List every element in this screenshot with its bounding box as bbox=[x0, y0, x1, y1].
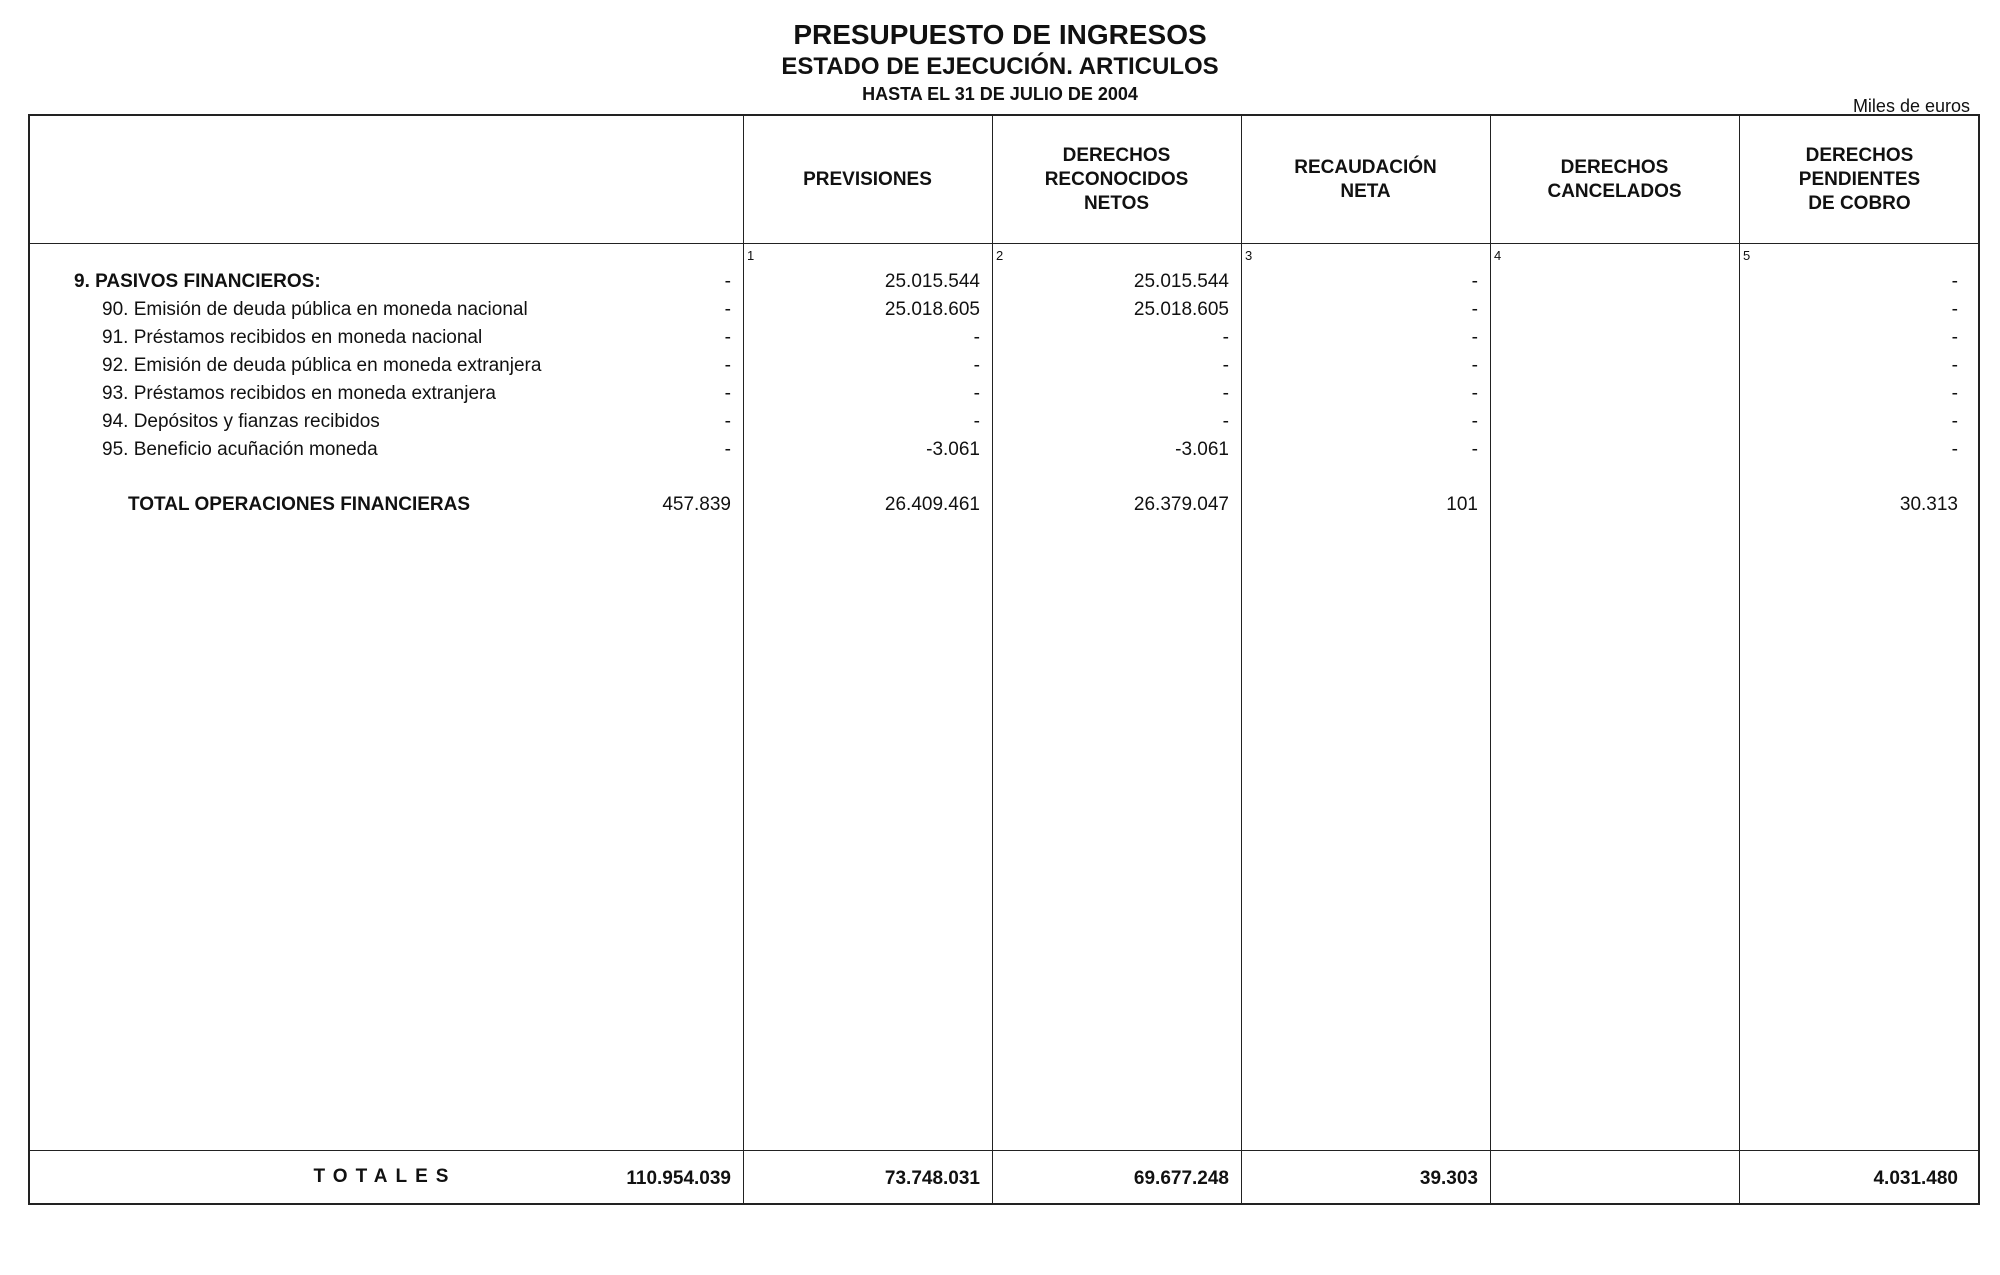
cell-pendientes: - bbox=[1951, 271, 1958, 292]
table-row bbox=[30, 327, 1978, 355]
table-row bbox=[30, 383, 1978, 411]
cell-pendientes: - bbox=[1951, 383, 1958, 404]
cell-previsiones: - bbox=[724, 299, 731, 320]
column-number: 2 bbox=[996, 248, 1004, 263]
cell-recaudacion: 25.015.544 bbox=[1133, 271, 1229, 292]
cell-cancelados: - bbox=[1471, 439, 1478, 460]
cell-previsiones: - bbox=[724, 411, 731, 432]
row-label: 93. Préstamos recibidos en moneda extranjera bbox=[102, 383, 496, 404]
cell-previsiones: 457.839 bbox=[662, 494, 731, 515]
column-number: 5 bbox=[1743, 248, 1751, 263]
cell-reconocidos: -3.061 bbox=[926, 439, 980, 460]
row-label: 94. Depósitos y fianzas recibidos bbox=[102, 411, 380, 432]
row-label: TOTAL OPERACIONES FINANCIERAS bbox=[128, 494, 471, 515]
cell-cancelados: - bbox=[1471, 355, 1478, 376]
cell-reconocidos: 26.409.461 bbox=[884, 494, 980, 515]
cell-recaudacion: -3.061 bbox=[1175, 439, 1229, 460]
cell-pendientes: - bbox=[1951, 327, 1958, 348]
row-label: 91. Préstamos recibidos en moneda nacional bbox=[102, 327, 483, 348]
column-header-previsiones: PREVISIONES bbox=[803, 169, 932, 190]
cell-pendientes: - bbox=[1951, 411, 1958, 432]
table-row bbox=[30, 271, 1978, 299]
cell-recaudacion: - bbox=[1222, 411, 1229, 432]
cell-previsiones: - bbox=[724, 327, 731, 348]
budget-table bbox=[28, 114, 1980, 1205]
table-row bbox=[30, 299, 1978, 327]
cell-cancelados: - bbox=[1471, 327, 1478, 348]
column-number: 4 bbox=[1494, 248, 1502, 263]
cell-previsiones: - bbox=[724, 383, 731, 404]
table-row bbox=[30, 411, 1978, 439]
row-label: 92. Emisión de deuda pública en moneda extranjera bbox=[102, 355, 542, 376]
total-recaudacion: 69.677.248 bbox=[1133, 1168, 1229, 1189]
cell-cancelados: - bbox=[1471, 271, 1478, 292]
column-header-cancelados: DERECHOS CANCELADOS bbox=[1547, 157, 1682, 202]
total-cancelados: 39.303 bbox=[1419, 1168, 1478, 1189]
cell-reconocidos: - bbox=[973, 411, 980, 432]
column-number: 1 bbox=[747, 248, 755, 263]
cell-reconocidos: - bbox=[973, 355, 980, 376]
table-row-total bbox=[30, 494, 1978, 522]
column-number: 3 bbox=[1245, 248, 1253, 263]
cell-previsiones: - bbox=[724, 271, 731, 292]
cell-recaudacion: 26.379.047 bbox=[1133, 494, 1229, 515]
report-subtitle: ESTADO DE EJECUCIÓN. ARTICULOS bbox=[781, 53, 1219, 80]
total-previsiones: 110.954.039 bbox=[626, 1168, 731, 1189]
cell-recaudacion: - bbox=[1222, 327, 1229, 348]
cell-reconocidos: 25.015.544 bbox=[884, 271, 980, 292]
cell-pendientes: 30.313 bbox=[1899, 494, 1958, 515]
cell-recaudacion: - bbox=[1222, 383, 1229, 404]
cell-recaudacion: 25.018.605 bbox=[1133, 299, 1229, 320]
total-pendientes: 4.031.480 bbox=[1873, 1168, 1958, 1189]
cell-reconocidos: 25.018.605 bbox=[884, 299, 980, 320]
cell-reconocidos: - bbox=[973, 327, 980, 348]
totals-divider bbox=[30, 1150, 1978, 1151]
cell-pendientes: - bbox=[1951, 299, 1958, 320]
column-header-pendientes: DERECHOS PENDIENTES DE COBRO bbox=[1798, 145, 1921, 214]
row-label: 9. PASIVOS FINANCIEROS: bbox=[74, 271, 321, 292]
cell-recaudacion: - bbox=[1222, 355, 1229, 376]
row-label: 95. Beneficio acuñación moneda bbox=[102, 439, 378, 460]
cell-pendientes: - bbox=[1951, 439, 1958, 460]
report-title: PRESUPUESTO DE INGRESOS bbox=[793, 19, 1207, 50]
cell-pendientes: - bbox=[1951, 355, 1958, 376]
cell-reconocidos: - bbox=[973, 383, 980, 404]
cell-cancelados: 101 bbox=[1446, 494, 1478, 515]
cell-cancelados: - bbox=[1471, 411, 1478, 432]
cell-previsiones: - bbox=[724, 439, 731, 460]
report-period: HASTA EL 31 DE JULIO DE 2004 bbox=[862, 84, 1138, 104]
column-header-recaudacion: RECAUDACIÓN NETA bbox=[1294, 157, 1437, 202]
cell-previsiones: - bbox=[724, 355, 731, 376]
table-row bbox=[30, 439, 1978, 467]
column-header-derechos-reconocidos: DERECHOS RECONOCIDOS NETOS bbox=[1044, 145, 1189, 214]
cell-cancelados: - bbox=[1471, 383, 1478, 404]
total-reconocidos: 73.748.031 bbox=[884, 1168, 980, 1189]
table-row bbox=[30, 355, 1978, 383]
totals-label: TOTALES bbox=[313, 1166, 457, 1187]
cell-cancelados: - bbox=[1471, 299, 1478, 320]
report-header bbox=[0, 18, 2000, 106]
row-label: 90. Emisión de deuda pública en moneda nacional bbox=[102, 299, 528, 320]
units-note: Miles de euros bbox=[1852, 96, 1970, 116]
